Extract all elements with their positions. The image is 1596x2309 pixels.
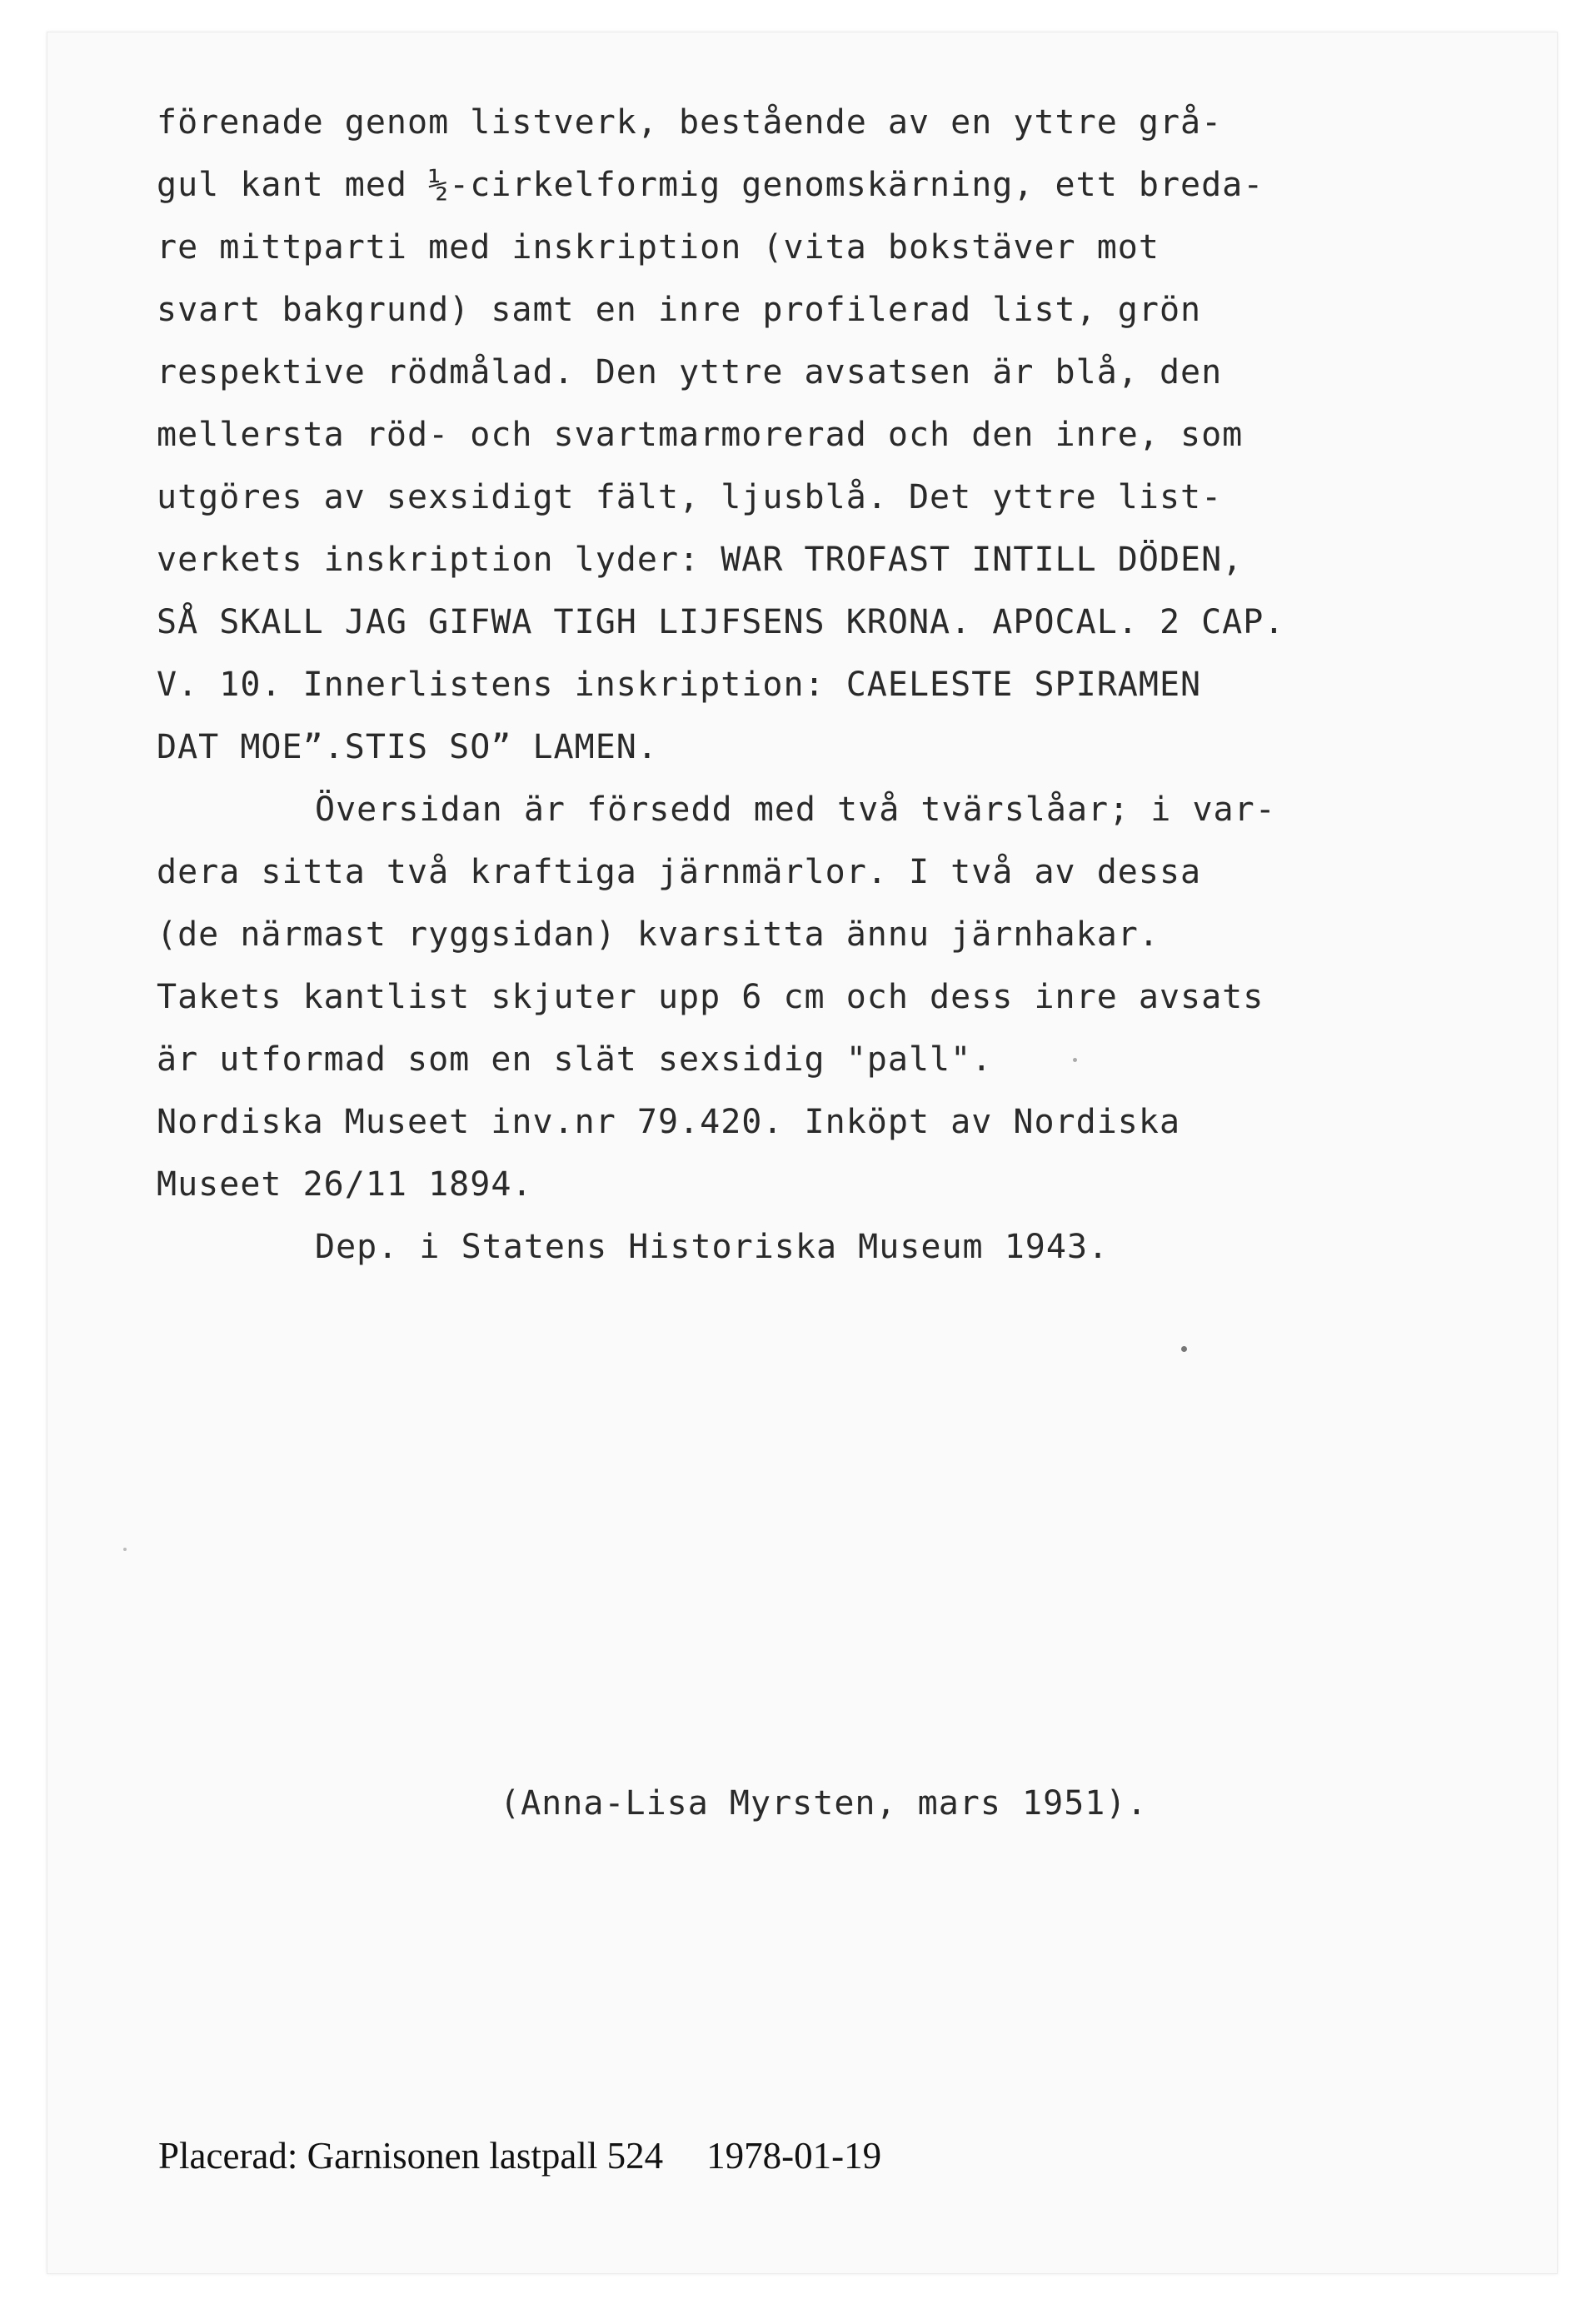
author-signature-line: (Anna-Lisa Myrsten, mars 1951).: [500, 1784, 1148, 1823]
text-line: respektive rödmålad. Den yttre avsatsen är blå, den: [157, 353, 1223, 391]
text-line-indented: Dep. i Statens Historiska Museum 1943.: [315, 1228, 1110, 1266]
text-line: utgöres av sexsidigt fält, ljusblå. Det yttre list-: [157, 478, 1223, 516]
stamp-location: Garnisonen lastpall 524: [307, 2135, 664, 2177]
text-line: V. 10. Innerlistens inskription: CAELESTE SPIRAMEN: [157, 666, 1202, 704]
text-line: svart bakgrund) samt en inre profilerad list, grön: [157, 291, 1202, 329]
text-line: verkets inskription lyder: WAR TROFAST INTILL DÖDEN,: [157, 541, 1244, 579]
text-line: (de närmast ryggsidan) kvarsitta ännu järnhakar.: [157, 915, 1160, 954]
stamp-placement: [158, 2134, 663, 2177]
text-line-indented: Översidan är försedd med två tvärslåar; i var-: [315, 790, 1276, 829]
paper-speck: [1073, 1058, 1077, 1062]
typed-text-block: [157, 92, 1573, 1279]
text-line: dera sitta två kraftiga järnmärlor. I två av dessa: [157, 853, 1202, 891]
text-line: Museet 26/11 1894.: [157, 1165, 533, 1204]
text-line: mellersta röd- och svartmarmorerad och den inre, som: [157, 416, 1244, 454]
stamp-date: 1978-01-19: [706, 2135, 882, 2177]
text-line: re mittparti med inskription (vita bokstäver mot: [157, 228, 1160, 267]
text-line: SÅ SKALL JAG GIFWA TIGH LIJFSENS KRONA. APOCAL. 2 CAP.: [157, 603, 1285, 641]
text-line: DAT MOE”.STIS SO” LAMEN.: [157, 728, 658, 766]
paper-speck: [1181, 1346, 1187, 1352]
stamp-label: Placerad:: [158, 2135, 298, 2177]
text-line: gul kant med ½-cirkelformig genomskärning, ett breda-: [157, 166, 1264, 204]
text-line: Nordiska Museet inv.nr 79.420. Inköpt av Nordiska: [157, 1103, 1181, 1141]
paper-speck: [123, 1548, 127, 1551]
text-line: Takets kantlist skjuter upp 6 cm och dess inre avsats: [157, 978, 1264, 1016]
text-line: är utformad som en slät sexsidig "pall".: [157, 1040, 993, 1079]
text-line: förenade genom listverk, bestående av en yttre grå-: [157, 103, 1223, 142]
placement-stamp: [158, 2134, 881, 2177]
